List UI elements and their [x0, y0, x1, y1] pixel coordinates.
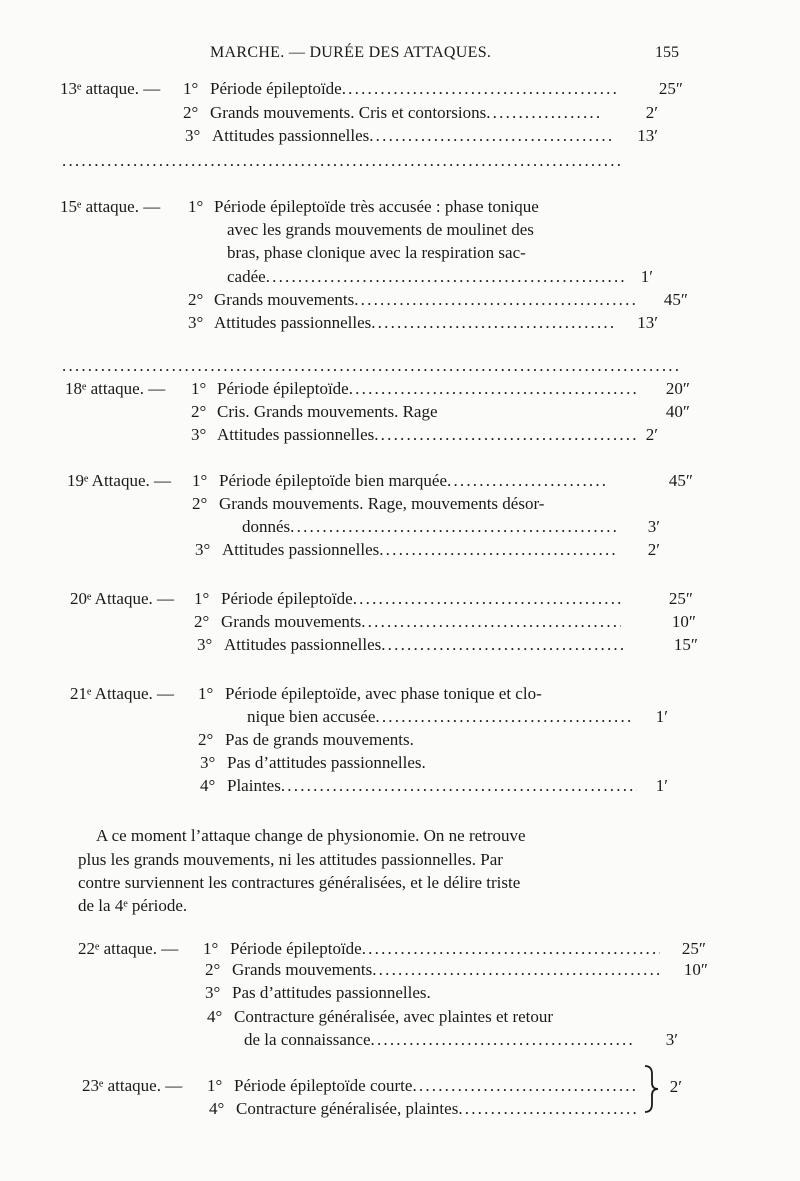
item-text: Grands mouvements: [232, 960, 373, 979]
running-title: MARCHE. — DURÉE DES ATTAQUES.: [210, 44, 492, 61]
bracket-duration-value: 2′: [669, 1077, 682, 1096]
item-number: 3°: [205, 983, 221, 1002]
attack-22-item-4: [0, 1006, 800, 1029]
item-text: Plaintes: [227, 776, 281, 795]
leader-dots: [266, 266, 627, 289]
page-number: 155: [655, 44, 679, 61]
duration-value: 45″: [668, 471, 693, 490]
leader-dots: [381, 634, 624, 657]
leader-dots: [349, 378, 637, 401]
duration-value: 10″: [683, 960, 708, 979]
leader-dots: [353, 588, 621, 611]
item-text: bras, phase clonique avec la respiration sac-: [227, 243, 526, 262]
leader-dots: [447, 470, 609, 493]
leader-dots: [290, 516, 618, 539]
duration-value: 40″: [665, 402, 690, 421]
item-text: Grands mouvements. Rage, mouvements désor-: [219, 494, 545, 513]
duration-value: 25″: [658, 79, 683, 98]
item-text: Grands mouvements. Cris et contorsions: [210, 103, 487, 122]
leader-dots: [372, 959, 662, 982]
item-text: Période épileptoïde très accusée : phase tonique: [214, 197, 539, 216]
attack-21-item-1: [0, 683, 800, 706]
attack-19-item-1: [0, 470, 800, 493]
item-number: 2°: [205, 960, 221, 979]
attack-19-item-2-line-2: [0, 516, 800, 539]
leader-dots: [369, 125, 612, 148]
item-number: 2°: [198, 730, 214, 749]
item-text: Attitudes passionnelles: [217, 425, 375, 444]
item-text: Période épileptoïde bien marquée: [219, 471, 447, 490]
item-number: 3°: [191, 425, 207, 444]
item-number: 2°: [183, 103, 199, 122]
item-number: 1°: [207, 1076, 223, 1095]
paragraph-line-2: plus les grands mouvements, ni les attitudes passionnelles. Par: [78, 850, 503, 869]
duration-value: 20″: [665, 379, 690, 398]
leader-dots: [361, 611, 621, 634]
leader-dots: [412, 1075, 638, 1098]
item-number: 4°: [200, 776, 216, 795]
attack-13-item-1: [0, 78, 800, 101]
attack-21-item-4: [0, 775, 800, 798]
leader-dots: [379, 539, 618, 562]
item-text: nique bien accusée: [247, 707, 376, 726]
item-number: 3°: [200, 753, 216, 772]
item-text: Contracture généralisée, avec plaintes et retour: [234, 1007, 554, 1026]
duration-value: 2′: [645, 425, 658, 444]
leader-dots: [354, 289, 638, 312]
item-number: 3°: [185, 126, 201, 145]
paragraph-line-1: A ce moment l’attaque change de physionomie. On ne retrouve: [96, 826, 526, 845]
attack-label: 15ᵉ attaque. —: [60, 197, 161, 216]
item-number: 2°: [192, 494, 208, 513]
item-number: 3°: [188, 313, 204, 332]
item-text: Attitudes passionnelles: [212, 126, 370, 145]
attack-21-item-1-line-2: [0, 706, 800, 729]
attack-15-item-2: [0, 289, 800, 312]
item-number: 2°: [191, 402, 207, 421]
item-text: Attitudes passionnelles: [222, 540, 380, 559]
item-text: Période épileptoïde: [217, 379, 349, 398]
attack-label: 20ᵉ Attaque. —: [70, 589, 174, 608]
item-text: avec les grands mouvements de moulinet des: [227, 220, 534, 239]
item-text: Grands mouvements: [214, 290, 355, 309]
attack-19-item-2: [0, 493, 800, 516]
item-number: 1°: [198, 684, 214, 703]
attack-21-item-2: [0, 729, 800, 752]
duration-value: 10″: [671, 612, 696, 631]
attack-22-item-3: [0, 982, 800, 1005]
attack-15-item-1-line-2: [0, 219, 800, 242]
attack-22-item-4-line-2: [0, 1029, 800, 1052]
duration-value: 13′: [637, 126, 658, 145]
item-text: Période épileptoïde courte: [234, 1076, 413, 1095]
duration-value: 1′: [640, 267, 653, 286]
duration-value: 25″: [681, 939, 706, 958]
item-number: 1°: [188, 197, 204, 216]
attack-18-item-2: [0, 401, 800, 424]
attack-15-item-3: [0, 312, 800, 335]
attack-19-item-3: [0, 539, 800, 562]
attack-label: 18ᵉ attaque. —: [65, 379, 166, 398]
item-number: 1°: [192, 471, 208, 490]
duration-value: 15″: [673, 635, 698, 654]
duration-value: 1′: [655, 776, 668, 795]
leader-dots: [486, 102, 600, 125]
attack-18-item-3: [0, 424, 800, 447]
item-number: 3°: [197, 635, 213, 654]
item-text: Période épileptoïde: [221, 589, 353, 608]
leader-dots: [281, 775, 637, 798]
leader-dots: [375, 706, 632, 729]
leader-dots: [371, 312, 614, 335]
duration-value: 1′: [655, 707, 668, 726]
duration-value: 3′: [665, 1030, 678, 1049]
item-number: 1°: [203, 939, 219, 958]
item-number: 4°: [207, 1007, 223, 1026]
item-number: 2°: [194, 612, 210, 631]
attack-20-item-1: [0, 588, 800, 611]
item-text: Pas de grands mouvements.: [225, 730, 414, 749]
item-number: 1°: [191, 379, 207, 398]
attack-22-item-1: [0, 938, 800, 961]
attack-18-item-1: [0, 378, 800, 401]
attack-20-item-3: [0, 634, 800, 657]
item-text: Attitudes passionnelles: [214, 313, 372, 332]
item-text: Pas d’attitudes passionnelles.: [227, 753, 426, 772]
attack-23-item-2: [0, 1098, 800, 1121]
leader-dots: [342, 78, 620, 101]
attack-15-item-1-line-4: [0, 266, 800, 289]
item-text: de la connaissance: [244, 1030, 371, 1049]
leader-dots: [371, 1029, 637, 1052]
attack-label: 22ᵉ attaque. —: [78, 939, 179, 958]
attack-15-item-1: [0, 196, 800, 219]
item-number: 4°: [209, 1099, 225, 1118]
item-text: Grands mouvements: [221, 612, 362, 631]
item-number: 1°: [183, 79, 199, 98]
attack-label: 23ᵉ attaque. —: [82, 1076, 183, 1095]
duration-value: 25″: [668, 589, 693, 608]
item-text: Cris. Grands mouvements. Rage: [217, 402, 438, 421]
separator-dots: [62, 355, 682, 378]
running-header: [0, 42, 800, 66]
attack-13-item-2: [0, 102, 800, 125]
leader-dots: [458, 1098, 638, 1121]
duration-value: 3′: [647, 517, 660, 536]
item-number: 3°: [195, 540, 211, 559]
attack-21-item-3: [0, 752, 800, 775]
duration-value: 13′: [637, 313, 658, 332]
attack-label: 19ᵉ Attaque. —: [67, 471, 171, 490]
paragraph-line-4: de la 4ᵉ période.: [78, 896, 188, 915]
item-text: donnés: [242, 517, 291, 536]
attack-22-item-2: [0, 959, 800, 982]
leader-dots: [374, 424, 637, 447]
attack-label: 13ᵉ attaque. —: [60, 79, 161, 98]
item-text: Période épileptoïde: [230, 939, 362, 958]
item-text: Période épileptoïde: [210, 79, 342, 98]
attack-13-item-3: [0, 125, 800, 148]
item-number: 1°: [194, 589, 210, 608]
paragraph-line-3: contre surviennent les contractures généralisées, et le délire triste: [78, 873, 521, 892]
separator-dots: [62, 150, 622, 173]
item-text: cadée: [227, 267, 266, 286]
leader-dots: [362, 938, 660, 961]
item-text: Période épileptoïde, avec phase tonique et clo-: [225, 684, 542, 703]
attack-20-item-2: [0, 611, 800, 634]
attack-label: 21ᵉ Attaque. —: [70, 684, 174, 703]
duration-value: 2′: [647, 540, 660, 559]
attack-15-item-1-line-3: [0, 242, 800, 265]
item-number: 2°: [188, 290, 204, 309]
item-text: Contracture généralisée, plaintes: [236, 1099, 459, 1118]
item-text: Attitudes passionnelles: [224, 635, 382, 654]
duration-value: 45″: [663, 290, 688, 309]
item-text: Pas d’attitudes passionnelles.: [232, 983, 431, 1002]
duration-value: 2′: [645, 103, 658, 122]
